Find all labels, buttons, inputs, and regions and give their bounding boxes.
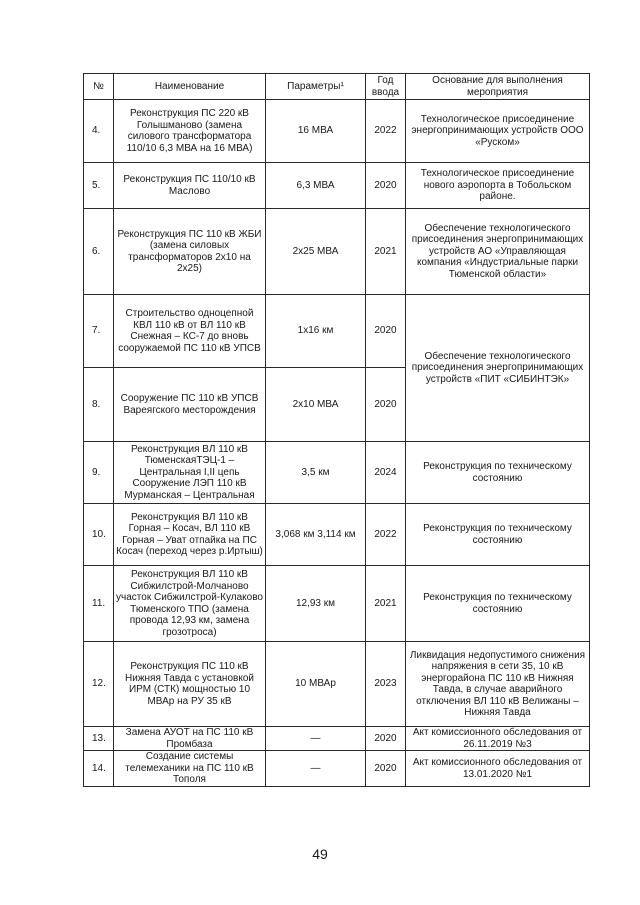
row-name: Сооружение ПС 110 кВ УПСВ Вареягского месторождения [114, 368, 266, 442]
header-year: Год ввода [366, 74, 406, 100]
header-row [84, 74, 590, 100]
row-year: 2021 [366, 209, 406, 295]
row-basis: Реконструкция по техническому состоянию [406, 504, 590, 566]
row-year: 2020 [366, 368, 406, 442]
row-basis: Реконструкция по техническому состоянию [406, 566, 590, 642]
row-params: 2х10 МВА [266, 368, 366, 442]
table-row [84, 295, 590, 368]
row-params: — [266, 751, 366, 787]
row-basis: Технологическое присоединение энергопринимающих устройств ООО «Руском» [406, 100, 590, 163]
row-name: Реконструкция ПС 220 кВ Голышманово (замена силового трансформатора 110/10 6,3 МВА на 16 МВА) [114, 100, 266, 163]
row-basis: Акт комиссионного обследования от 13.01.2020 №1 [406, 751, 590, 787]
row-name: Реконструкция ПС 110/10 кВ Маслово [114, 163, 266, 209]
row-name: Замена АУОТ на ПС 110 кВ Промбаза [114, 727, 266, 751]
row-params: 3,068 км 3,114 км [266, 504, 366, 566]
row-basis: Ликвидация недопустимого снижения напряжения в сети 35, 10 кВ энергорайона ПС 110 кВ Нижняя Тавда, в случае аварийного отключения ВЛ 110 кВ Велижаны – Нижняя Тавда [406, 642, 590, 727]
row-basis: Технологическое присоединение нового аэропорта в Тобольском районе. [406, 163, 590, 209]
row-name: Создание системы телемеханики на ПС 110 кВ Тополя [114, 751, 266, 787]
row-num: 4. [84, 100, 114, 163]
row-params: 16 МВА [266, 100, 366, 163]
row-year: 2020 [366, 751, 406, 787]
row-params: — [266, 727, 366, 751]
row-year: 2020 [366, 163, 406, 209]
row-num: 11. [84, 566, 114, 642]
row-name: Реконструкция ПС 110 кВ ЖБИ (замена силовых трансформаторов 2х10 на 2х25) [114, 209, 266, 295]
row-year: 2021 [366, 566, 406, 642]
page-number: 49 [312, 846, 328, 862]
row-num: 7. [84, 295, 114, 368]
header-num: № [84, 74, 114, 100]
row-year: 2023 [366, 642, 406, 727]
table-row [84, 642, 590, 727]
row-num: 12. [84, 642, 114, 727]
row-num: 6. [84, 209, 114, 295]
row-name: Реконструкция ВЛ 110 кВ Горная – Косач, ВЛ 110 кВ Горная – Уват отпайка на ПС Косач (переход через р.Иртыш) [114, 504, 266, 566]
row-year: 2022 [366, 100, 406, 163]
table-row [84, 727, 590, 751]
row-num: 8. [84, 368, 114, 442]
row-basis: Обеспечение технологического присоединения энергопринимающих устройств АО «Управляющая компания «Индустриальные парки Тюменской области» [406, 209, 590, 295]
table-row [84, 504, 590, 566]
table-row [84, 751, 590, 787]
table-row [84, 442, 590, 504]
row-year: 2022 [366, 504, 406, 566]
row-name: Реконструкция ВЛ 110 кВ ТюменскаяТЭЦ-1 – Центральная I,II цепь Сооружение ЛЭП 110 кВ Мурманская – Центральная [114, 442, 266, 504]
investment-table [83, 73, 590, 787]
row-num: 10. [84, 504, 114, 566]
row-name: Реконструкция ВЛ 110 кВ Сибжилстрой-Молчаново участок Сибжилстрой-Кулаково Тюменского ТПО (замена провода 12,93 км, замена грозотроса) [114, 566, 266, 642]
row-params: 6,3 МВА [266, 163, 366, 209]
header-params: Параметры¹ [266, 74, 366, 100]
row-num: 13. [84, 727, 114, 751]
header-basis: Основание для выполнения мероприятия [406, 74, 590, 100]
header-name: Наименование [114, 74, 266, 100]
table-row [84, 566, 590, 642]
table-row [84, 163, 590, 209]
row-num: 14. [84, 751, 114, 787]
row-params: 2х25 МВА [266, 209, 366, 295]
row-name: Реконструкция ПС 110 кВ Нижняя Тавда с установкой ИРМ (СТК) мощностью 10 МВАр на РУ 35 кВ [114, 642, 266, 727]
row-year: 2024 [366, 442, 406, 504]
table-row [84, 100, 590, 163]
row-params: 3,5 км [266, 442, 366, 504]
row-basis: Реконструкция по техническому состоянию [406, 442, 590, 504]
row-params: 1х16 км [266, 295, 366, 368]
row-basis: Акт комиссионного обследования от 26.11.2019 №3 [406, 727, 590, 751]
table-row [84, 209, 590, 295]
row-year: 2020 [366, 295, 406, 368]
row-name: Строительство одноцепной КВЛ 110 кВ от ВЛ 110 кВ Снежная – КС-7 до вновь сооружаемой ПС 110 кВ УПСВ [114, 295, 266, 368]
row-num: 9. [84, 442, 114, 504]
row-params: 12,93 км [266, 566, 366, 642]
row-params: 10 МВАр [266, 642, 366, 727]
row-year: 2020 [366, 727, 406, 751]
row-num: 5. [84, 163, 114, 209]
row-basis-merged: Обеспечение технологического присоединения энергопринимающих устройств «ПИТ «СИБИНТЭК» [406, 295, 590, 442]
